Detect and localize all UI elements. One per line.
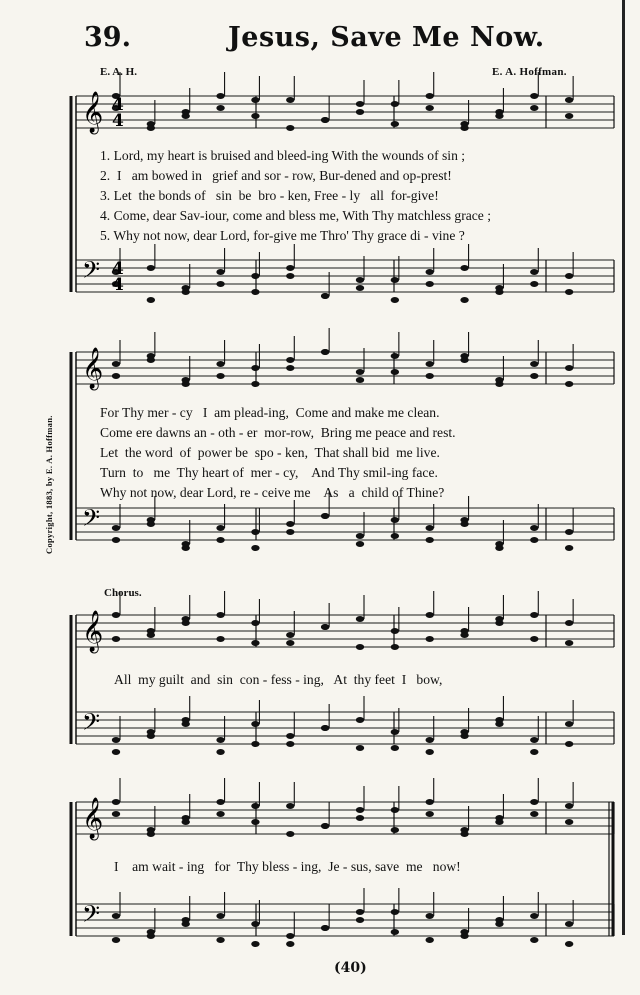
system-2-treble-note <box>321 349 329 355</box>
system-4-treble-note <box>565 803 573 809</box>
copyright-notice: Copyright, 1883, by E. A. Hoffman. <box>44 415 54 554</box>
system-1-bass-note <box>460 297 468 303</box>
system-4-bass-note <box>182 917 190 923</box>
system-2-bass-note <box>495 541 503 547</box>
system-3-bass-note <box>426 737 434 743</box>
system-1-bass-note <box>530 281 538 287</box>
verse-line-2: 2. I am bowed in grief and sor - row, Bur-dened and op-prest! <box>100 168 452 183</box>
system-2-bass-note <box>460 521 468 527</box>
system-4-bass-note <box>391 929 399 935</box>
system-1-treble-note <box>460 125 468 131</box>
chorus-line-1: All my guilt and sin con - fess - ing, At thy feet I bow, <box>114 672 443 687</box>
system-4-bass-note <box>565 941 573 947</box>
system-1-bass-note <box>147 265 155 271</box>
system-1-bass-note <box>426 281 434 287</box>
system-3-bass-note <box>321 725 329 731</box>
system-4-treble-note <box>530 799 538 805</box>
system-1-treble-note <box>182 109 190 115</box>
system-2-treble-note <box>112 373 120 379</box>
system-3-treble-note <box>530 636 538 642</box>
system-4-bass-note <box>530 937 538 943</box>
system-3-treble-note <box>112 636 120 642</box>
verse-cont-line-1: For Thy mer - cy I am plead-ing, Come and make me clean. <box>100 405 440 420</box>
system-2-treble-note <box>216 373 224 379</box>
system-3-bass-note <box>565 721 573 727</box>
system-1-bass-note <box>182 285 190 291</box>
system-2-bass-note <box>391 533 399 539</box>
system-1-treble-note <box>286 97 294 103</box>
system-1-treble-note <box>530 105 538 111</box>
system-4-bass-note <box>216 937 224 943</box>
verse-line-1: 1. Lord, my heart is bruised and bleed-ing With the wounds of sin ; <box>100 148 466 163</box>
system-2-treble-note <box>460 357 468 363</box>
system-2-bass-note <box>216 525 224 531</box>
system-3-bass-note <box>495 717 503 723</box>
system-2-bass-note <box>565 529 573 535</box>
system-4-treble-note <box>356 807 364 813</box>
time-signature: 4 <box>112 111 124 131</box>
system-2-bass-note <box>112 525 120 531</box>
system-4-bass-note <box>251 941 259 947</box>
system-3-treble-note <box>565 620 573 626</box>
system-1-bass-note <box>321 293 329 299</box>
system-3-treble-note <box>565 640 573 646</box>
system-2-treble-note <box>112 361 120 367</box>
system-3-treble-note <box>426 612 434 618</box>
time-signature: 4 <box>112 275 124 295</box>
system-4-treble-note <box>321 823 329 829</box>
system-3-bass-note <box>112 737 120 743</box>
system-1-bass-note <box>251 289 259 295</box>
system-3-bass-note <box>426 749 434 755</box>
system-2-bass-note <box>356 533 364 539</box>
system-3-treble-note <box>356 644 364 650</box>
system-3-bass-note <box>391 745 399 751</box>
system-1-bass-note <box>251 273 259 279</box>
chorus-line-2: I am wait - ing for Thy bless - ing, Je - sus, save me now! <box>114 859 461 874</box>
system-3-bass-note <box>356 717 364 723</box>
system-4-treble-note <box>147 831 155 837</box>
system-3-treble-note <box>112 612 120 618</box>
system-2-bass-note <box>216 537 224 543</box>
system-1-treble-note <box>565 113 573 119</box>
system-2-bass-note <box>565 545 573 551</box>
system-1-treble-note <box>391 121 399 127</box>
system-1-bass-note <box>216 269 224 275</box>
verse-cont-line-4: Turn to me Thy heart of mer - cy, And Thy smil-ing face. <box>100 465 438 480</box>
system-3-treble-note <box>426 636 434 642</box>
system-2-bass-note <box>182 541 190 547</box>
system-3-bass-note <box>182 717 190 723</box>
system-2-bass-note <box>426 537 434 543</box>
verse-cont-line-2: Come ere dawns an - oth - er mor-row, Bring me peace and rest. <box>100 425 456 440</box>
system-4-bass-clef: 𝄢 <box>82 900 101 933</box>
system-4-treble-note <box>216 811 224 817</box>
verse-cont-line-3: Let the word of power be spo - ken, That shall bid me live. <box>100 445 440 460</box>
system-2-bass-note <box>251 529 259 535</box>
system-4-bass-note <box>147 933 155 939</box>
system-3-bass-note <box>356 745 364 751</box>
system-2-treble-note <box>356 377 364 383</box>
system-1-treble-note <box>251 113 259 119</box>
system-2-bass-note <box>426 525 434 531</box>
system-4-bass-note <box>460 933 468 939</box>
system-2-treble-note <box>182 377 190 383</box>
system-3-treble-note <box>321 624 329 630</box>
system-1-bass-note <box>147 297 155 303</box>
system-1-bass-note <box>216 281 224 287</box>
system-4-treble-note <box>112 811 120 817</box>
hymn-title: Jesus, Save Me Now. <box>228 22 545 53</box>
page-number: (40) <box>334 960 367 976</box>
system-3-treble-note <box>251 640 259 646</box>
system-1-bass-note <box>286 273 294 279</box>
system-4-treble-note <box>286 803 294 809</box>
system-2-treble-note <box>391 353 399 359</box>
system-3-treble-note <box>182 616 190 622</box>
system-2-treble-note <box>286 365 294 371</box>
music-credit: E. A. Hoffman. <box>492 66 567 78</box>
system-2-bass-note <box>391 517 399 523</box>
system-4-bass-note <box>321 925 329 931</box>
system-3-bass-note <box>112 749 120 755</box>
time-signature: 4 <box>112 95 124 115</box>
system-2-treble-note <box>216 361 224 367</box>
system-4-treble-note <box>391 827 399 833</box>
system-4-bass-note <box>286 941 294 947</box>
system-1-bass-note <box>356 277 364 283</box>
system-4-treble-note <box>460 831 468 837</box>
system-3-bass-clef: 𝄢 <box>82 708 101 741</box>
system-1-bass-note <box>565 273 573 279</box>
system-3-treble-note <box>286 640 294 646</box>
hymn-number: 39. <box>84 22 131 53</box>
system-4-treble-note <box>391 807 399 813</box>
system-2-treble-note <box>391 369 399 375</box>
system-4-treble-note <box>426 811 434 817</box>
system-1-bass-note <box>356 285 364 291</box>
system-4-bass-note <box>565 921 573 927</box>
system-2-treble-clef: 𝄞 <box>82 348 104 389</box>
system-3-bass-note <box>286 741 294 747</box>
system-1-treble-note <box>286 125 294 131</box>
verse-cont-line-5: Why not now, dear Lord, re - ceive me As a child of Thine? <box>100 485 445 500</box>
system-1-treble-note <box>321 117 329 123</box>
system-3-bass-note <box>216 737 224 743</box>
system-4-treble-note <box>216 799 224 805</box>
verse-line-3: 3. Let the bonds of sin be bro - ken, Free - ly all for-give! <box>100 188 439 203</box>
system-1-bass-note <box>391 277 399 283</box>
chorus-label: Chorus. <box>104 587 142 599</box>
system-1-bass-note <box>460 265 468 271</box>
system-2-treble-note <box>565 365 573 371</box>
system-3-bass-note <box>530 749 538 755</box>
verse-line-5: 5. Why not now, dear Lord, for-give me Thro' Thy grace di - vine ? <box>100 228 465 243</box>
system-3-treble-note <box>356 616 364 622</box>
system-2-treble-note <box>356 369 364 375</box>
system-2-bass-note <box>530 537 538 543</box>
system-2-bass-note <box>147 521 155 527</box>
system-1-treble-note <box>391 101 399 107</box>
system-4-bass-note <box>112 913 120 919</box>
system-1-bass-note <box>286 265 294 271</box>
system-3-bass-note <box>530 737 538 743</box>
system-3-treble-note <box>460 632 468 638</box>
system-4-bass-note <box>495 917 503 923</box>
system-3-treble-note <box>391 644 399 650</box>
system-3-bass-note <box>251 721 259 727</box>
system-4-treble-note <box>565 819 573 825</box>
system-3-bass-note <box>251 741 259 747</box>
system-2-bass-note <box>251 545 259 551</box>
system-2-treble-note <box>565 381 573 387</box>
system-4-bass-note <box>391 909 399 915</box>
system-1-bass-note <box>426 269 434 275</box>
system-4-treble-note <box>286 831 294 837</box>
system-4-bass-note <box>530 913 538 919</box>
system-2-treble-note <box>286 357 294 363</box>
system-2-treble-note <box>426 373 434 379</box>
system-3-bass-note <box>565 741 573 747</box>
system-4-treble-clef: 𝄞 <box>82 798 104 839</box>
system-1-treble-note <box>216 93 224 99</box>
system-4-bass-note <box>286 933 294 939</box>
system-4-treble-note <box>112 799 120 805</box>
system-1-treble-note <box>565 97 573 103</box>
system-3-bass-note <box>460 733 468 739</box>
system-1-treble-note <box>216 105 224 111</box>
system-2-treble-note <box>251 381 259 387</box>
system-4-bass-note <box>426 937 434 943</box>
system-3-treble-note <box>216 636 224 642</box>
system-4-bass-note <box>251 921 259 927</box>
system-1-bass-note <box>391 297 399 303</box>
system-4-treble-note <box>530 811 538 817</box>
system-4-bass-note <box>112 937 120 943</box>
system-4-bass-note <box>216 913 224 919</box>
system-2-treble-note <box>147 357 155 363</box>
system-1-treble-note <box>356 101 364 107</box>
system-1-bass-clef: 𝄢 <box>82 256 101 289</box>
system-3-treble-note <box>216 612 224 618</box>
system-1-treble-note <box>530 93 538 99</box>
system-2-bass-note <box>286 521 294 527</box>
system-2-treble-note <box>251 365 259 371</box>
system-4-bass-note <box>426 913 434 919</box>
system-2-treble-note <box>426 361 434 367</box>
system-3-bass-note <box>286 733 294 739</box>
verse-line-4: 4. Come, dear Sav-iour, come and bless me, With Thy matchless grace ; <box>100 208 492 223</box>
system-3-treble-clef: 𝄞 <box>82 611 104 652</box>
system-3-treble-note <box>391 628 399 634</box>
system-2-treble-note <box>530 373 538 379</box>
words-credit: E. A. H. <box>100 66 137 78</box>
system-3-bass-note <box>391 729 399 735</box>
system-2-bass-note <box>286 529 294 535</box>
system-1-treble-note <box>147 125 155 131</box>
system-4-treble-note <box>426 799 434 805</box>
system-1-treble-note <box>251 97 259 103</box>
system-4-treble-note <box>251 803 259 809</box>
system-1-bass-note <box>565 289 573 295</box>
system-3-treble-note <box>286 632 294 638</box>
system-3-bass-note <box>147 733 155 739</box>
system-1-treble-note <box>495 109 503 115</box>
system-1-treble-note <box>426 93 434 99</box>
system-3-treble-note <box>530 612 538 618</box>
system-4-treble-note <box>495 815 503 821</box>
system-2-bass-note <box>530 525 538 531</box>
system-3-treble-note <box>495 616 503 622</box>
system-3-bass-note <box>216 749 224 755</box>
system-4-treble-note <box>182 815 190 821</box>
system-4-bass-note <box>356 909 364 915</box>
system-1-bass-note <box>530 269 538 275</box>
system-2-bass-note <box>112 537 120 543</box>
system-2-treble-note <box>530 361 538 367</box>
system-2-bass-note <box>321 513 329 519</box>
system-4-bass-note <box>356 917 364 923</box>
system-2-bass-note <box>356 541 364 547</box>
system-4-treble-note <box>251 819 259 825</box>
time-signature: 4 <box>112 259 124 279</box>
system-2-treble-note <box>495 377 503 383</box>
system-1-treble-clef: 𝄞 <box>82 92 104 133</box>
system-1-treble-note <box>356 109 364 115</box>
system-2-bass-clef: 𝄢 <box>82 504 101 537</box>
system-1-bass-note <box>495 285 503 291</box>
system-1-treble-note <box>426 105 434 111</box>
system-4-treble-note <box>356 815 364 821</box>
system-3-treble-note <box>251 620 259 626</box>
system-3-treble-note <box>147 632 155 638</box>
